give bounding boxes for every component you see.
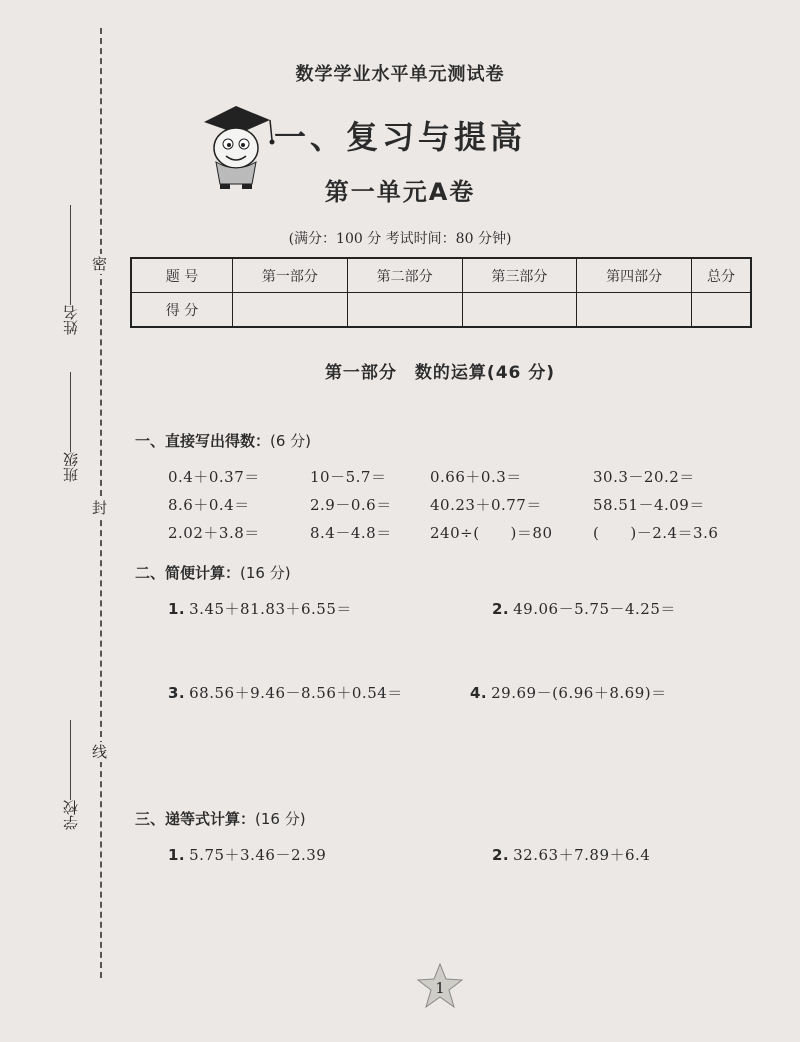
table-header-cell: 总分 — [692, 258, 751, 293]
exam-series-title: 数学学业水平单元测试卷 — [295, 64, 505, 85]
binding-char-seal-2: 封 — [92, 499, 108, 517]
table-header-cell: 第三部分 — [462, 258, 577, 293]
score-table-score-row — [131, 293, 751, 328]
section-title: 一、直接写出得数： — [135, 432, 271, 450]
problem-expression: 5.75＋3.46－2.39 — [189, 846, 327, 864]
problem: 40.23＋0.77＝ — [430, 496, 542, 514]
section-title: 三、递等式计算： — [135, 810, 256, 828]
problem: 2.02＋3.8＝ — [168, 524, 260, 542]
score-table — [130, 257, 752, 328]
problem-number: 2. — [492, 846, 510, 864]
page-number: 1 — [435, 979, 445, 997]
problem-expression: 68.56＋9.46－8.56＋0.54＝ — [189, 684, 403, 702]
problem — [168, 682, 403, 703]
problem: 8.4－4.8＝ — [310, 524, 392, 542]
section-title: 二、简便计算： — [135, 564, 241, 582]
score-cell[interactable] — [692, 293, 751, 328]
problem-expression: 29.69－(6.96＋8.69)＝ — [491, 684, 667, 702]
class-label: 班级 — [61, 452, 80, 482]
problem — [470, 682, 667, 703]
section-direct-answer-heading — [135, 430, 311, 451]
page-number-star — [416, 962, 464, 1010]
section-stepwise-heading — [135, 808, 306, 829]
score-cell[interactable] — [462, 293, 577, 328]
binding-char-seal-1: 密 — [92, 255, 108, 273]
table-header-cell: 第四部分 — [577, 258, 692, 293]
problem: 8.6＋0.4＝ — [168, 496, 250, 514]
problem: ( )－2.4＝3.6 — [593, 524, 719, 542]
table-header-cell: 第一部分 — [233, 258, 348, 293]
problem: 2.9－0.6＝ — [310, 496, 392, 514]
problem: 58.51－4.09＝ — [593, 496, 705, 514]
school-label: 学校 — [61, 800, 80, 830]
score-cell[interactable] — [233, 293, 348, 328]
problem-number: 2. — [492, 600, 510, 618]
table-header-cell: 题 号 — [131, 258, 233, 293]
section-points: (6 分) — [270, 432, 312, 450]
unit-title: 第一单元A卷 — [324, 178, 476, 206]
problem: 240÷( )＝80 — [430, 524, 553, 542]
problem-number: 1. — [168, 846, 186, 864]
problem-number: 3. — [168, 684, 186, 702]
name-field — [58, 205, 82, 339]
section-points: (16 分) — [240, 564, 291, 582]
problem: 0.4＋0.37＝ — [168, 468, 260, 486]
main-title: 一、复习与提高 — [273, 118, 526, 156]
score-cell[interactable] — [347, 293, 462, 328]
problem-number: 4. — [470, 684, 488, 702]
score-cell[interactable] — [577, 293, 692, 328]
table-row-label: 得 分 — [131, 293, 233, 328]
school-blank — [70, 720, 71, 800]
section-points: (16 分) — [255, 810, 306, 828]
problem: 30.3－20.2＝ — [593, 468, 695, 486]
section-simplify-heading — [135, 562, 291, 583]
problem-expression: 49.06－5.75－4.25＝ — [513, 600, 676, 618]
name-label: 姓名 — [61, 305, 80, 335]
problem-number: 1. — [168, 600, 186, 618]
class-blank — [70, 372, 71, 452]
binding-char-line: 线 — [92, 743, 108, 761]
class-field — [58, 372, 82, 486]
problem: 0.66＋0.3＝ — [430, 468, 522, 486]
problem — [492, 844, 650, 865]
problem: 10－5.7＝ — [310, 468, 387, 486]
problem-expression: 32.63＋7.89＋6.4 — [513, 846, 651, 864]
table-header-cell: 第二部分 — [347, 258, 462, 293]
problem — [168, 844, 326, 865]
problem-expression: 3.45＋81.83＋6.55＝ — [189, 600, 352, 618]
problem — [168, 598, 352, 619]
problem — [492, 598, 676, 619]
school-field — [58, 720, 82, 834]
score-note: (满分：100 分 考试时间：80 分钟) — [288, 231, 512, 247]
name-blank — [70, 205, 71, 305]
part-one-title: 第一部分 数的运算(46 分) — [324, 363, 556, 383]
score-table-header-row — [131, 258, 751, 293]
